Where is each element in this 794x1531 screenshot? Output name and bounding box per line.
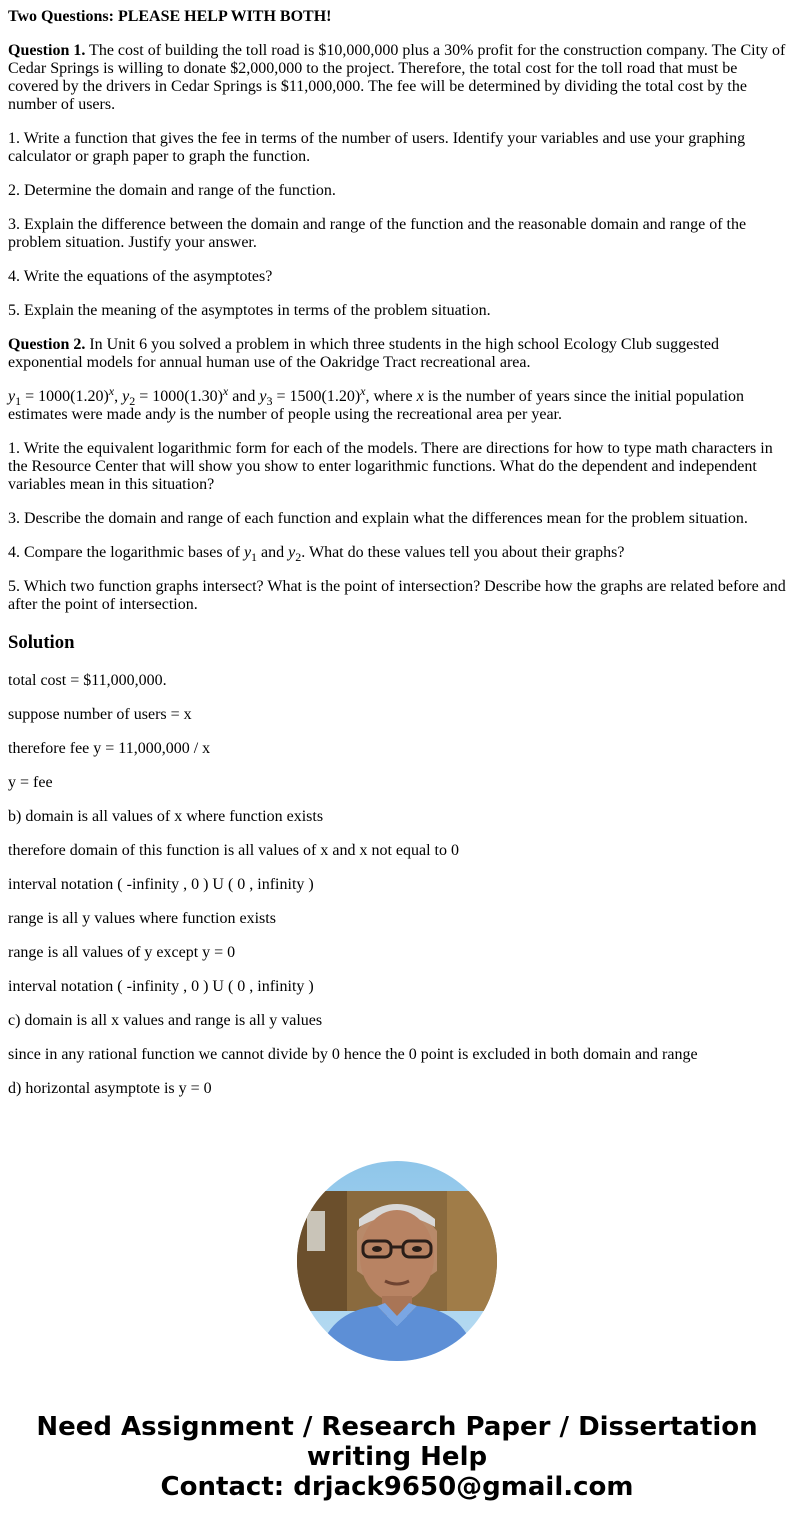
solution-line: therefore fee y = 11,000,000 / x xyxy=(8,740,211,757)
solution-line: total cost = $11,000,000. xyxy=(8,672,167,689)
question-2-item-4: 4. Compare the logarithmic bases of $y_1$ and $y_2$. What do these values tell you about their graphs? xyxy=(8,544,625,564)
question-1-item-2: 2. Determine the domain and range of the function. xyxy=(8,182,336,199)
question-2-item-5: 5. Which two function graphs intersect? What is the point of intersection? Describe how the graphs are related before and after the point of intersection. xyxy=(8,578,786,613)
solution-line: y = fee xyxy=(8,774,53,791)
contact-banner xyxy=(0,1412,794,1502)
banner-help-text: Need Assignment / Research Paper / Dissertation writing Help xyxy=(36,1412,758,1472)
solution-line: suppose number of users = x xyxy=(8,706,192,723)
question-1-text: The cost of building the toll road is $10,000,000 plus a 30% profit for the construction company. The City of Cedar Springs is willing to donate $2,000,000 to the project. Therefore, the total cost for the toll road that must be covered by the drivers in Cedar Springs is $11,000,000. The fee will be determined by dividing the total cost by the number of users. xyxy=(8,42,786,113)
question-1-label: Question 1. xyxy=(8,42,86,59)
page-title: Two Questions: PLEASE HELP WITH BOTH! xyxy=(8,8,332,25)
model-y1-var: y xyxy=(8,388,16,405)
question-2-intro xyxy=(8,336,786,372)
solution-line: d) horizontal asymptote is y = 0 xyxy=(8,1080,212,1097)
person-photo-icon xyxy=(297,1161,497,1361)
question-2-item-1: 1. Write the equivalent logarithmic form for each of the models. There are directions for how to type math characters in the Resource Center that will show you show to enter logarithmic functions. What do the dependent and independent variables mean in this situation? xyxy=(8,440,773,493)
solution-line: range is all values of y except y = 0 xyxy=(8,944,236,961)
question-1-item-4: 4. Write the equations of the asymptotes? xyxy=(8,268,273,285)
question-2-models: $y_1 = 1000(1.20)^x$, $y_2 = 1000(1.30)^x$ and $y_3 = 1500(1.20)^x$, where x is the number of years since the initial population estimates were made andy is the number of people using the recreational area per year. xyxy=(8,384,745,423)
document-body xyxy=(0,8,794,1098)
solution-heading: Solution xyxy=(8,632,75,653)
solution-line: interval notation ( -infinity , 0 ) U ( 0 , infinity ) xyxy=(8,978,314,995)
question-2-item-3: 3. Describe the domain and range of each function and explain what the differences mean for the problem situation. xyxy=(8,510,748,527)
avatar-photo xyxy=(297,1161,497,1361)
solution-line: since in any rational function we cannot divide by 0 hence the 0 point is excluded in both domain and range xyxy=(8,1046,698,1063)
question-1-item-5: 5. Explain the meaning of the asymptotes in terms of the problem situation. xyxy=(8,302,491,319)
question-1-item-3: 3. Explain the difference between the domain and range of the function and the reasonable domain and range of the problem situation. Justify your answer. xyxy=(8,216,747,251)
solution-line: c) domain is all x values and range is all y values xyxy=(8,1012,323,1029)
solution-line: therefore domain of this function is all values of x and x not equal to 0 xyxy=(8,842,459,859)
question-2-text: In Unit 6 you solved a problem in which three students in the high school Ecology Club suggested exponential models for annual human use of the Oakridge Tract recreational area. xyxy=(8,336,720,371)
model-y3-var: y xyxy=(259,388,267,405)
question-2-label: Question 2. xyxy=(8,336,86,353)
question-1-item-1: 1. Write a function that gives the fee in terms of the number of users. Identify your variables and use your graphing calculator or graph paper to graph the function. xyxy=(8,130,746,165)
solution-line: range is all y values where function exists xyxy=(8,910,276,927)
banner-contact-text: Contact: drjack9650@gmail.com xyxy=(160,1472,634,1502)
solution-line: interval notation ( -infinity , 0 ) U ( 0 , infinity ) xyxy=(8,876,314,893)
solution-line: b) domain is all values of x where function exists xyxy=(8,808,324,825)
model-y2-var: y xyxy=(122,388,130,405)
question-1-intro xyxy=(8,42,786,114)
